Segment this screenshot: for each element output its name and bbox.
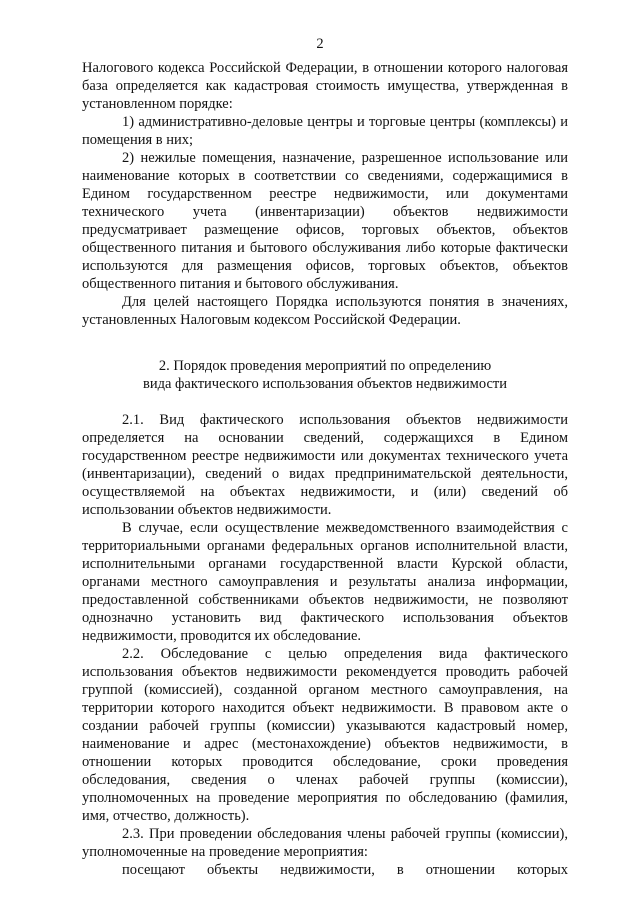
- paragraph-2-1: 2.1. Вид фактического использования объектов недвижимости определяется на основании сведений, содержащихся в Едином государственном реестре недвижимости или документах технического учета (инвентаризации), сведений о видах предпринимательской деятельности, осуществляемой на объектах недвижимости, и (или) сведений об использовании объектов недвижимости.: [82, 412, 568, 518]
- list-item-1: 1) административно-деловые центры и торговые центры (комплексы) и помещения в них;: [82, 114, 568, 148]
- section-heading-line2: вида фактического использования объектов недвижимости: [142, 376, 508, 392]
- paragraph-2-3: 2.3. При проведении обследования члены рабочей группы (комиссии), уполномоченные на проведение мероприятия:: [82, 826, 568, 860]
- section-heading-line1: 2. Порядок проведения мероприятий по определению: [158, 358, 492, 374]
- document-body: [82, 59, 568, 879]
- section-heading: [82, 357, 568, 393]
- page-number: 2: [316, 36, 324, 52]
- list-item-2: 2) нежилые помещения, назначение, разрешенное использование или наименование которых в соответствии со сведениями, содержащимися в Едином государственном реестре недвижимости, или документами технического учета (инвентаризации) объектов недвижимости предусматривает размещение офисов, торговых объектов, объектов общественного питания и бытового обслуживания либо которые фактически используются для размещения офисов, торговых объектов, объектов общественного питания и бытового обслуживания.: [82, 150, 568, 292]
- paragraph-definitions: Для целей настоящего Порядка используются понятия в значениях, установленных Налоговым кодексом Российской Федерации.: [82, 294, 568, 328]
- paragraph-visit: посещают объекты недвижимости, в отношении которых: [122, 862, 568, 878]
- paragraph-2-2: 2.2. Обследование с целью определения вида фактического использования объектов недвижимости рекомендуется проводить рабочей группой (комиссией), созданной органом местного самоуправления, на территории которого находится объект недвижимости. В правовом акте о создании рабочей группы (комиссии) указываются кадастровый номер, наименование и адрес (местонахождение) объектов недвижимости, в отношении которых проводится обследование, сроки проведения обследования, сведения о членах рабочей группы (комиссии), уполномоченных на проведение мероприятия по обследованию (фамилия, имя, отчество, должность).: [82, 646, 568, 824]
- paragraph-tax-code: Налогового кодекса Российской Федерации, в отношении которого налоговая база определяется как кадастровая стоимость имущества, утвержденная в установленном порядке:: [82, 60, 568, 112]
- paragraph-interaction: В случае, если осуществление межведомственного взаимодействия с территориальными органами федеральных органов исполнительной власти, исполнительными органами государственной власти Курской области, органами местного самоуправления и результаты анализа информации, предоставленной собственниками объектов недвижимости, не позволяют однозначно установить вид фактического использования объектов недвижимости, проводится их обследование.: [82, 520, 568, 644]
